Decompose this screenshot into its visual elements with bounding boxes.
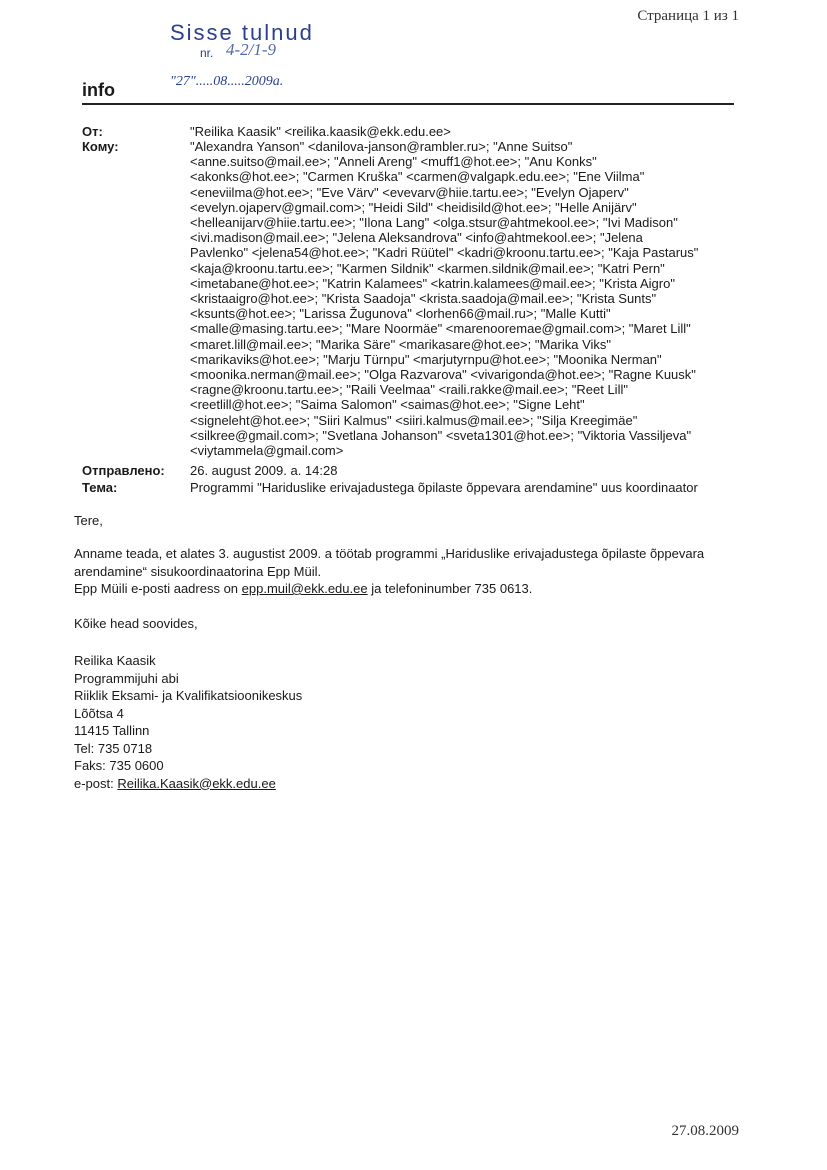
sig-email-line (74, 775, 302, 793)
header-divider (82, 103, 734, 105)
sig-org: Riiklik Eksami- ja Kvalifikatsioonikeskus (74, 688, 303, 703)
stamp-title: Sisse tulnud (170, 20, 314, 45)
to-line: <signeleht@hot.ee>; "Siiri Kalmus" <siiri.kalmus@mail.ee>; "Silja Kreegimäe" (190, 412, 638, 428)
stamp-date: "27".....08.....2009a. (170, 74, 284, 89)
to-line: <marikaviks@hot.ee>; "Marju Türnpu" <marjutyrnpu@hot.ee>; "Moonika Nerman" (190, 351, 662, 367)
to-line: <kaja@kroonu.tartu.ee>; "Karmen Sildnik" <karmen.sildnik@mail.ee>; "Katri Pern" (190, 260, 665, 276)
to-recipients (190, 139, 750, 458)
contact-suffix: ja telefoninumber 735 0613. (367, 581, 533, 596)
greeting: Tere, (74, 513, 103, 528)
to-label: Кому: (82, 139, 119, 154)
body-line: Anname teada, et alates 3. augustist 2009. a töötab programmi „Hariduslike erivajadustega õpilaste õppevara (74, 546, 705, 561)
body-line: arendamine“ sisukoordinaatorina Epp Müil. (74, 563, 322, 579)
to-line: <ksunts@hot.ee>; "Larissa Žugunova" <lorhen66@mail.ru>; "Malle Kutti" (190, 306, 611, 322)
sig-role: Programmijuhi abi (74, 670, 179, 686)
to-line: "Alexandra Yanson" <danilova-janson@rambler.ru>; "Anne Suitso" (190, 139, 573, 154)
to-line: <reetlill@hot.ee>; "Saima Salomon" <saimas@hot.ee>; "Signe Leht" (190, 397, 585, 413)
from-value: "Reilika Kaasik" <reilika.kaasik@ekk.edu.ee> (190, 124, 451, 139)
footer-date: 27.08.2009 (671, 1123, 739, 1139)
from-label: От: (82, 124, 103, 139)
sig-tel: Tel: 735 0718 (74, 740, 153, 756)
to-line: Pavlenko" <jelena54@hot.ee>; "Kadri Rüütel" <kadri@kroonu.tartu.ee>; "Kaja Pastarus" (190, 245, 699, 261)
received-stamp (170, 20, 314, 89)
sig-city: 11415 Tallinn (74, 723, 150, 738)
contact-prefix: Epp Müili e-posti aadress on (74, 581, 242, 596)
to-line: <viytammela@gmail.com> (190, 443, 344, 459)
signature-block (74, 652, 302, 792)
to-line: <akonks@hot.ee>; "Carmen Kruška" <carmen@valgapk.edu.ee>; "Ene Viilma" (190, 169, 645, 185)
to-line: <helleanijarv@hiie.tartu.ee>; "Ilona Lang" <olga.stsur@ahtmekool.ee>; "Ivi Madison" (190, 215, 678, 231)
folder-name: info (82, 80, 115, 100)
sig-street: Lõõtsa 4 (74, 705, 124, 721)
epp-email-link[interactable]: epp.muil@ekk.edu.ee (241, 581, 368, 596)
stamp-nr-value: 4-2/1-9 (226, 40, 277, 59)
to-line: <kristaaigro@hot.ee>; "Krista Saadoja" <krista.saadoja@mail.ee>; "Krista Sunts" (190, 291, 657, 307)
stamp-nr-label: nr. (200, 46, 214, 60)
closing: Kõike head soovides, (74, 616, 198, 631)
page-indicator: Страница 1 из 1 (637, 8, 739, 24)
to-line: <anne.suitso@mail.ee>; "Anneli Areng" <muff1@hot.ee>; "Anu Konks" (190, 154, 597, 170)
sent-value: 26. august 2009. a. 14:28 (190, 463, 338, 478)
to-line: <evelyn.ojaperv@gmail.com>; "Heidi Sild" <heidisild@hot.ee>; "Helle Anijärv" (190, 199, 637, 215)
sig-fax: Faks: 735 0600 (74, 758, 164, 773)
sent-label: Отправлено: (82, 463, 165, 478)
to-line: <malle@masing.tartu.ee>; "Mare Noormäe" <marenooremae@gmail.com>; "Maret Lill" (190, 321, 691, 337)
sig-email-link[interactable]: Reilika.Kaasik@ekk.edu.ee (117, 775, 276, 791)
to-line: <eneviilma@hot.ee>; "Eve Värv" <evevarv@hiie.tartu.ee>; "Evelyn Ojaperv" (190, 184, 629, 200)
to-line: <moonika.nerman@mail.ee>; "Olga Razvarova" <vivarigonda@hot.ee>; "Ragne Kuusk" (190, 367, 696, 383)
to-line: <silkree@gmail.com>; "Svetlana Johanson" <sveta1301@hot.ee>; "Viktoria Vassiljeva" (190, 427, 692, 443)
to-line: <imetabane@hot.ee>; "Katrin Kalamees" <katrin.kalamees@mail.ee>; "Krista Aigro" (190, 275, 675, 291)
body-paragraph (74, 545, 754, 598)
to-line: <ivi.madison@mail.ee>; "Jelena Aleksandrova" <info@ahtmekool.ee>; "Jelena (190, 230, 643, 246)
to-line: <ragne@kroonu.tartu.ee>; "Raili Veelmaa" <raili.rakke@mail.ee>; "Reet Lill" (190, 382, 628, 398)
body-line-contact (74, 580, 754, 598)
subject-value: Programmi "Hariduslike erivajadustega õpilaste õppevara arendamine" uus koordinaator (190, 480, 698, 495)
to-line: <maret.lill@mail.ee>; "Marika Säre" <marikasare@hot.ee>; "Marika Viks" (190, 336, 612, 352)
sig-name: Reilika Kaasik (74, 653, 156, 668)
subject-label: Тема: (82, 480, 118, 495)
sig-email-prefix: e-post: (74, 775, 118, 791)
